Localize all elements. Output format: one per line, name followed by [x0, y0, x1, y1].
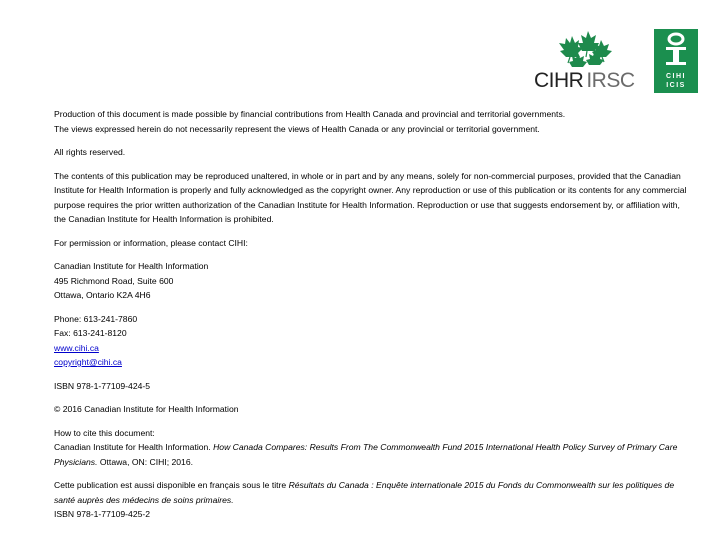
funding-line-2: The views expressed herein do not necessarily represent the views of Health Canada or any provincial or territorial government.: [54, 123, 540, 134]
french-lead: Cette publication est aussi disponible en français sous le titre: [54, 480, 287, 490]
info-i-icon: [662, 32, 690, 68]
address-city: Ottawa, Ontario K2A 4H6: [54, 290, 151, 300]
citation-block: [54, 426, 694, 470]
citation-text: [54, 440, 694, 469]
isbn-english: ISBN 978-1-77109-424-5: [54, 380, 151, 391]
reproduction-statement: The contents of this publication may be reproduced unaltered, in whole or in part and by any means, solely for non-commercial purposes, provided that the Canadian Institute for Health Information is properly and fully acknowledged as the copyright owner. Any reproduction or use of this publication or its contents for any commercial purpose requires the prior written authorization of the Canadian Institute for Health Information. Reproduction or use that suggests endorsement by, or affiliation with, the Canadian Institute for Health Information is prohibited.: [54, 170, 687, 224]
contact-details: [54, 312, 694, 370]
email-link[interactable]: copyright@cihi.ca: [54, 357, 122, 367]
cihi-wordmark: CIHI: [666, 73, 686, 80]
copyright-page-body: [54, 107, 694, 531]
cihi-icis-logo: [654, 29, 698, 93]
rights-statement: All rights reserved.: [54, 147, 126, 157]
funding-line-1: Production of this document is made possible by financial contributions from Health Canada and provincial and territorial governments.: [54, 109, 566, 119]
irsc-wordmark: IRSC: [586, 69, 635, 92]
french-statement: [54, 478, 694, 507]
address-name: Canadian Institute for Health Information: [54, 261, 209, 271]
citation-title: How Canada Compares: Results From The Commonwealth Fund 2015 International Health Policy Survey of Primary Care Physicians.: [54, 442, 678, 467]
phone-number: Phone: 613-241-7860: [54, 313, 138, 324]
cihr-wordmark: CIHR: [534, 69, 584, 92]
mailing-address: [54, 259, 694, 303]
funding-statement: [54, 107, 694, 136]
website-link[interactable]: www.cihi.ca: [54, 342, 99, 353]
maple-leaves-icon: [556, 27, 616, 69]
cihr-irsc-wordmark: [534, 69, 635, 93]
cihr-irsc-logo: [534, 25, 638, 95]
isbn-french: ISBN 978-1-77109-425-2: [54, 509, 151, 519]
permission-statement: For permission or information, please contact CIHI:: [54, 237, 248, 248]
copyright-notice: © 2016 Canadian Institute for Health Information: [54, 404, 239, 414]
citation-publisher: Ottawa, ON: CIHI; 2016.: [99, 456, 193, 467]
fax-number: Fax: 613-241-8120: [54, 328, 127, 338]
address-street: 495 Richmond Road, Suite 600: [54, 275, 174, 286]
header-logos: [530, 25, 700, 95]
french-title: Résultats du Canada : Enquête internationale 2015 du Fonds du Commonwealth sur les politiques de santé auprès des médecins de soins primaires.: [54, 480, 675, 505]
french-version-block: [54, 478, 694, 522]
citation-author: Canadian Institute for Health Information.: [54, 442, 211, 452]
citation-heading: How to cite this document:: [54, 427, 155, 438]
icis-wordmark: ICIS: [666, 82, 686, 89]
